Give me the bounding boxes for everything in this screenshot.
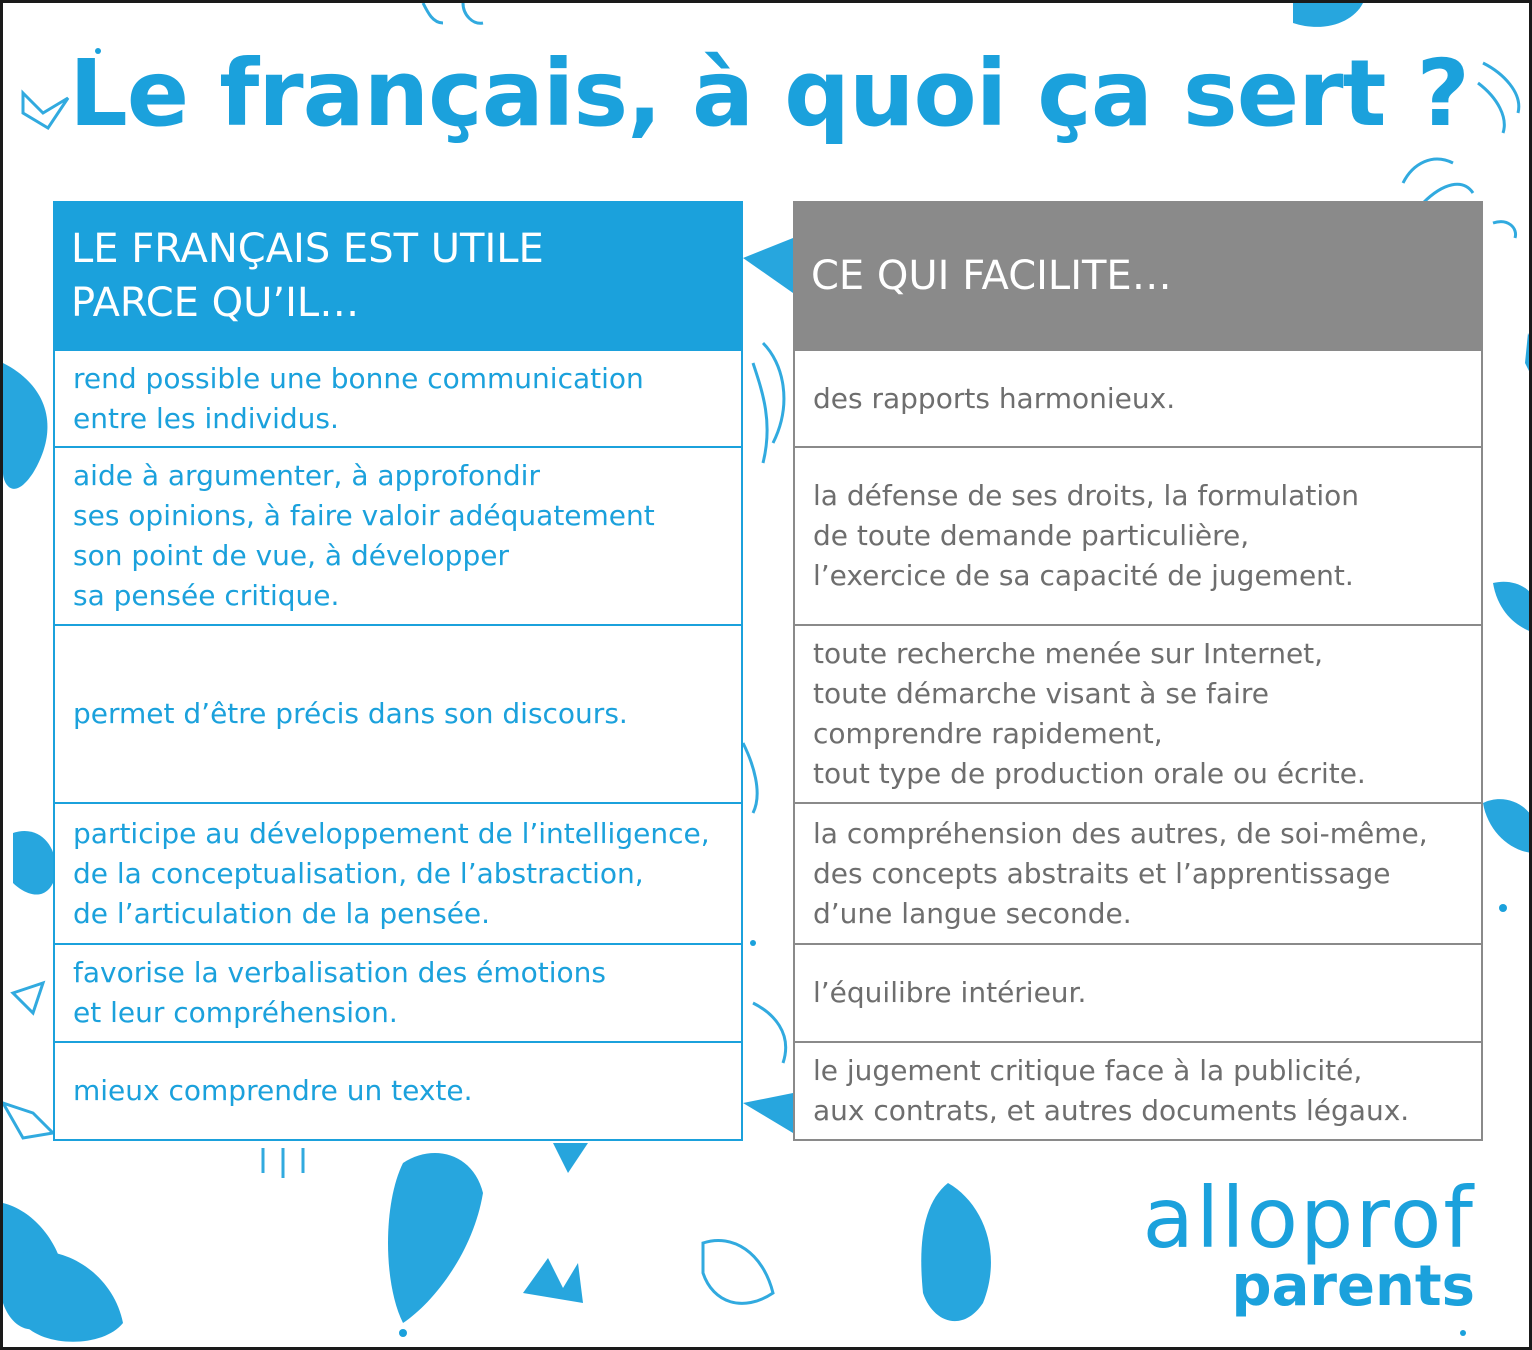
right-row-6: le jugement critique face à la publicité, aux contrats, et autres documents légaux. bbox=[793, 1043, 1483, 1141]
right-row-4: la compréhension des autres, de soi-même, des concepts abstraits et l’apprentissage d’une langue seconde. bbox=[793, 804, 1483, 945]
left-row-3: permet d’être précis dans son discours. bbox=[53, 626, 743, 804]
page-title: Le français, à quoi ça sert ? bbox=[69, 40, 1469, 147]
right-row-3: toute recherche menée sur Internet, toute démarche visant à se faire comprendre rapidement, tout type de production orale ou écrite. bbox=[793, 626, 1483, 804]
right-column-header bbox=[793, 201, 1483, 351]
logo-sub-text: parents bbox=[1231, 1254, 1475, 1319]
left-row-4: participe au développement de l’intelligence, de la conceptualisation, de l’abstraction, de l’articulation de la pensée. bbox=[53, 804, 743, 945]
left-row-5: favorise la verbalisation des émotions et leur compréhension. bbox=[53, 945, 743, 1043]
logo-brand-text: alloprof bbox=[1142, 1169, 1475, 1267]
right-row-2: la défense de ses droits, la formulation de toute demande particulière, l’exercice de sa capacité de jugement. bbox=[793, 448, 1483, 626]
left-column-table bbox=[53, 201, 743, 1141]
right-row-1: des rapports harmonieux. bbox=[793, 351, 1483, 448]
right-column-header-text: CE QUI FACILITE… bbox=[811, 253, 1172, 299]
left-row-2: aide à argumenter, à approfondir ses opinions, à faire valoir adéquatement son point de vue, à développer sa pensée critique. bbox=[53, 448, 743, 626]
left-column-header bbox=[53, 201, 743, 351]
left-column-header-text: LE FRANÇAIS EST UTILE PARCE QU’IL… bbox=[71, 226, 544, 326]
alloprof-parents-logo bbox=[1142, 1169, 1475, 1319]
right-row-5: l’équilibre intérieur. bbox=[793, 945, 1483, 1043]
left-row-6: mieux comprendre un texte. bbox=[53, 1043, 743, 1141]
left-row-1: rend possible une bonne communication entre les individus. bbox=[53, 351, 743, 448]
right-column-table bbox=[793, 201, 1483, 1141]
